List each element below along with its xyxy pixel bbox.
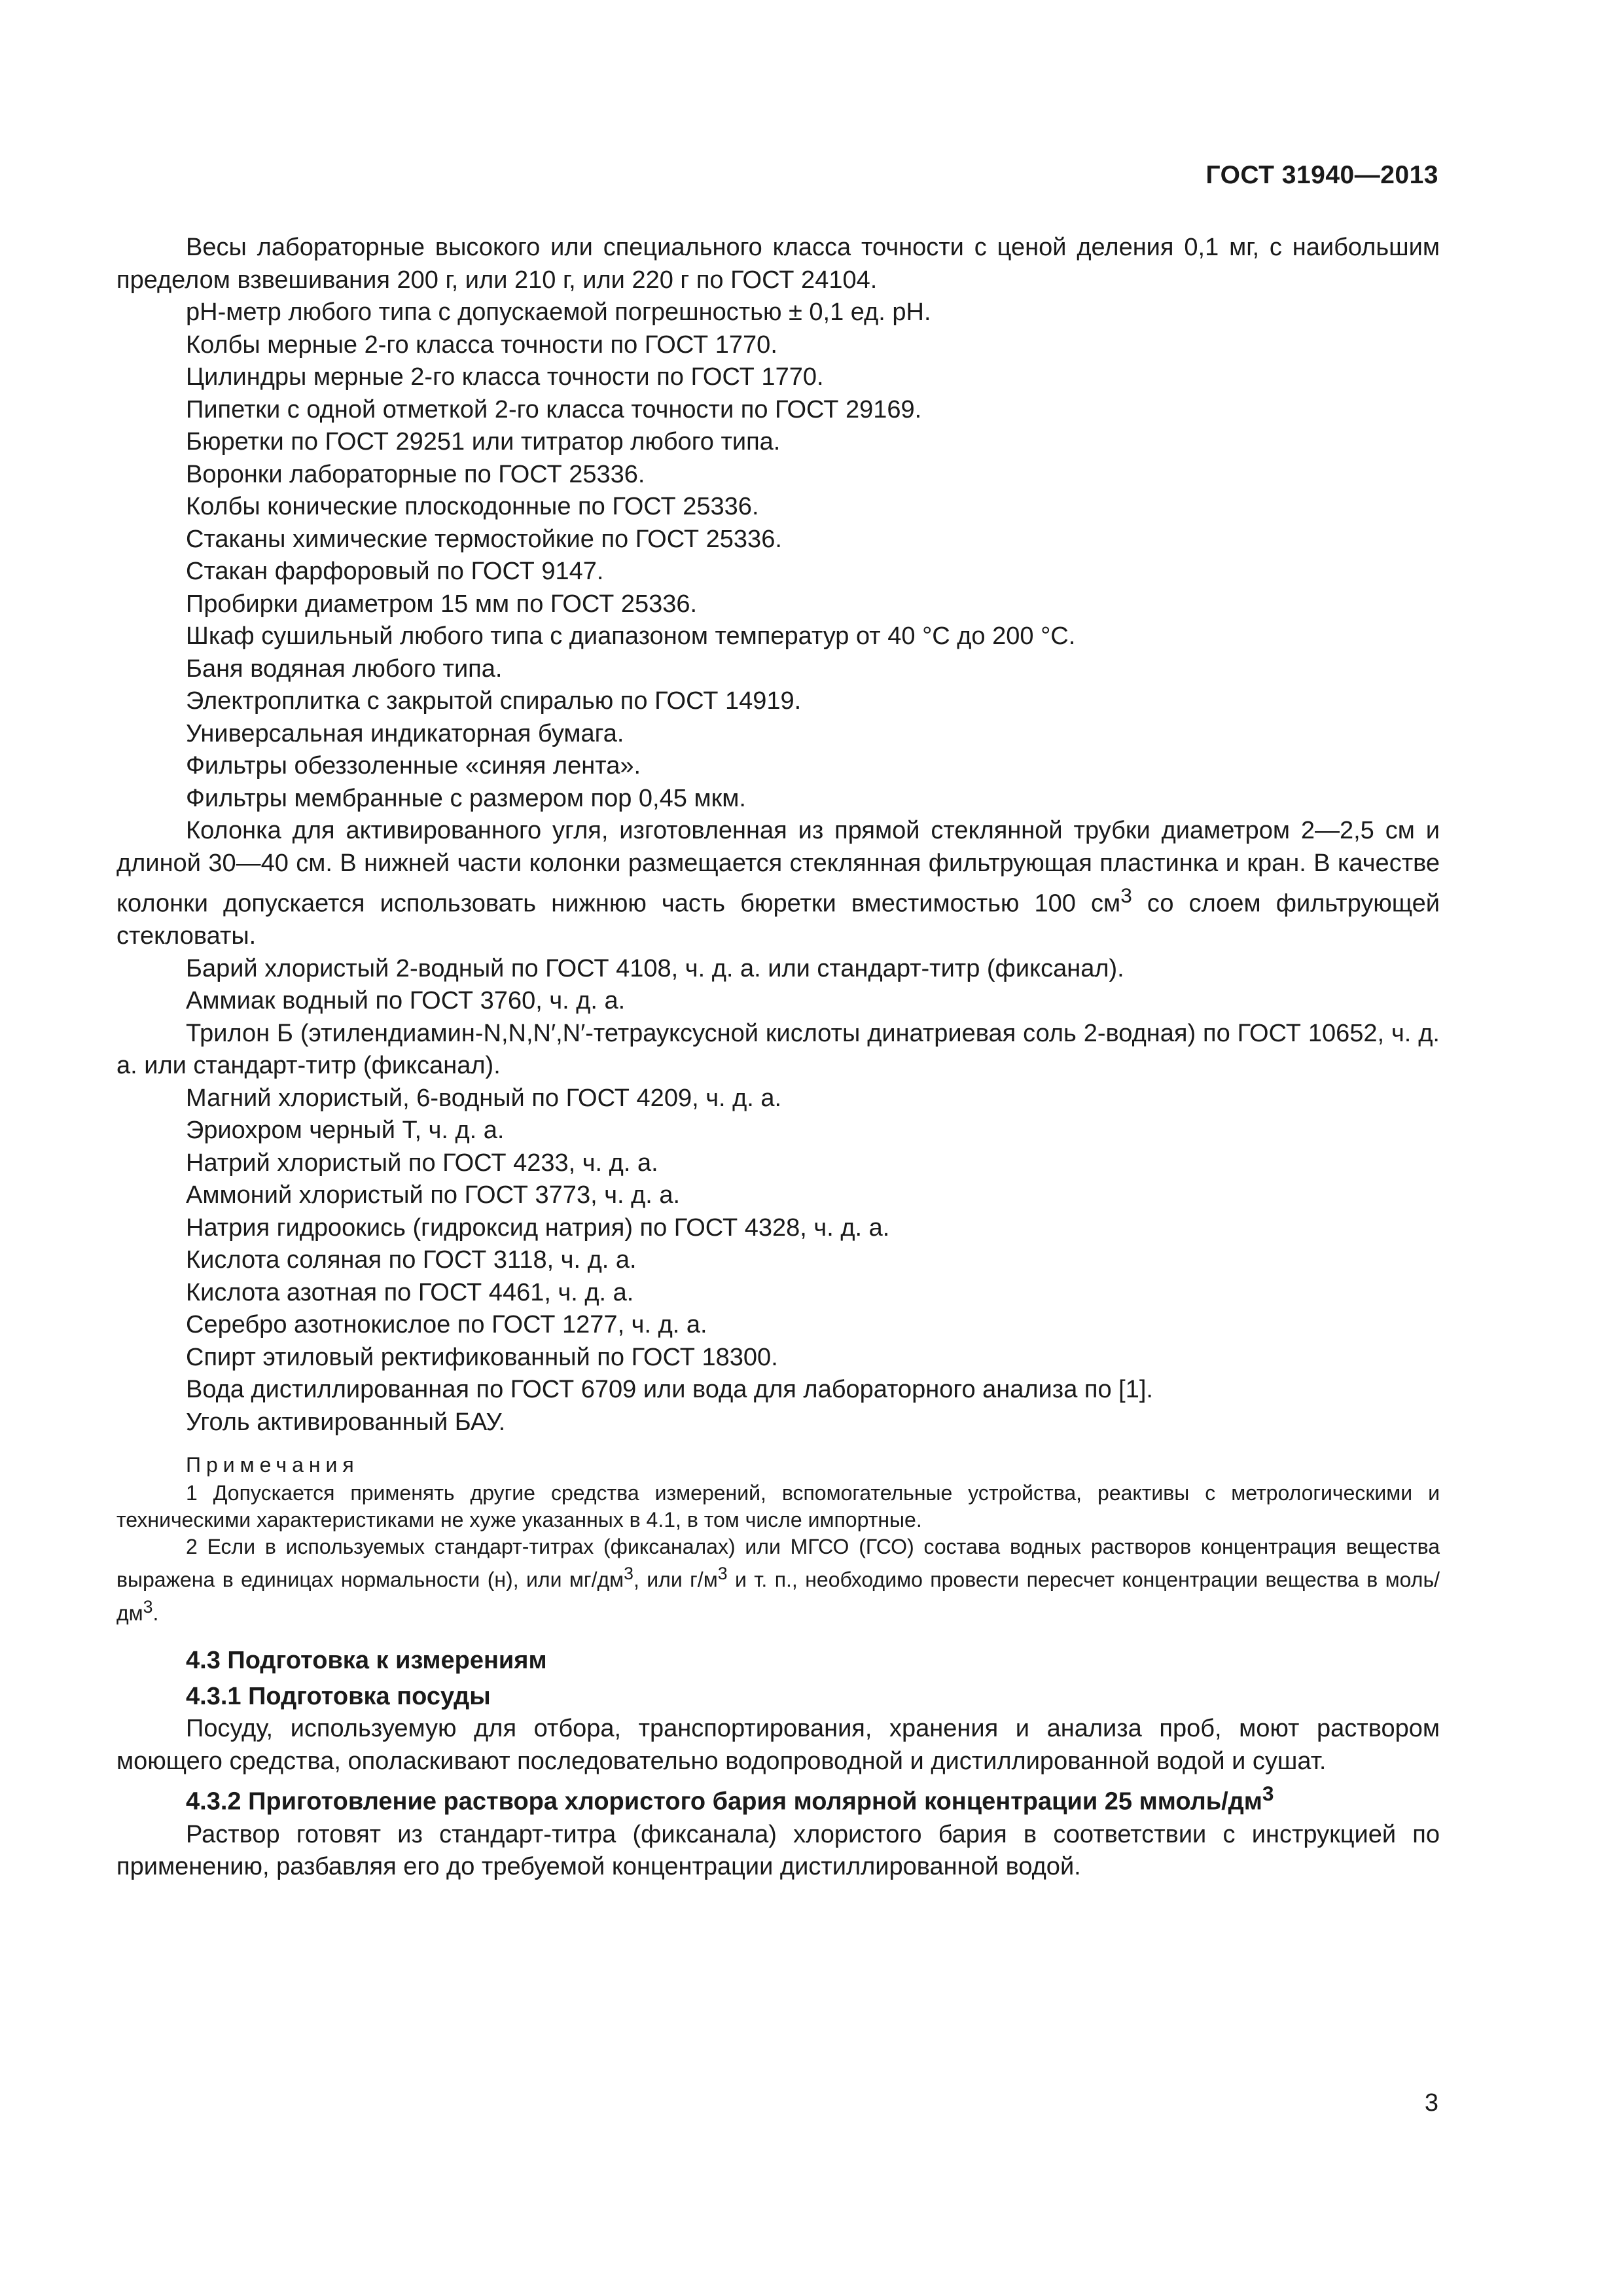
list-item: Цилиндры мерные 2-го класса точности по ГОСТ 1770. [186,363,824,391]
reagents-list-a [116,953,1440,1018]
superscript: 3 [717,1564,728,1584]
list-item: Эриохром черный Т, ч. д. а. [186,1117,505,1145]
list-item: Натрий хлористый по ГОСТ 4233, ч. д. а. [186,1149,658,1177]
page-number: 3 [1424,2089,1438,2117]
list-item: Фильтры обеззоленные «синяя лента». [186,752,641,780]
section-4-3-heading: 4.3 Подготовка к измерениям [186,1647,547,1675]
equipment-intro-paragraph: Весы лабораторные высокого или специального класса точности с ценой деления 0,1 мг, с наибольшим пределом взвешивания 200 г, или 210 г, или 220 г по ГОСТ 24104. [116,234,1440,294]
list-item: Вода дистиллированная по ГОСТ 6709 или вода для лабораторного анализа по [1]. [186,1376,1153,1404]
list-item: Кислота соляная по ГОСТ 3118, ч. д. а. [186,1246,637,1274]
document-code: ГОСТ 31940—2013 [1205,161,1438,189]
note-2-text-a: 2 Если в используемых стандарт-титрах (фиксаналах) или МГСО (ГСО) состава водных растворов концентрация вещества выражена в единицах нормальности (н), или мг/дм [116,1535,1440,1592]
notes-title: Примечания [186,1453,359,1477]
equipment-list [116,296,1440,815]
list-item: Серебро азотнокислое по ГОСТ 1277, ч. д. а. [186,1311,707,1339]
list-item: Магний хлористый, 6-водный по ГОСТ 4209, ч. д. а. [186,1084,782,1112]
column-text-b: со слоем фильтрующей стекловаты. [116,889,1440,950]
note-2-text-d: . [152,1601,159,1625]
list-item: Спирт этиловый ректификованный по ГОСТ 18300. [186,1343,778,1371]
superscript: 3 [143,1596,153,1617]
list-item: Пробирки диаметром 15 мм по ГОСТ 25336. [186,590,698,618]
list-item: Аммоний хлористый по ГОСТ 3773, ч. д. а. [186,1181,681,1210]
superscript: 3 [1262,1782,1274,1806]
note-1: 1 Допускается применять другие средства измерений, вспомогательные устройства, реактивы с метрологическими и техническими характеристиками не хуже указанных в 4.1, в том числе импортные. [116,1481,1440,1532]
section-4-3-2-text: Раствор готовят из стандарт-титра (фиксанала) хлористого бария в соответствии с инструкцией по применению, разбавляя его до требуемой концентрации дистиллированной водой. [116,1820,1440,1881]
list-item: Стаканы химические термостойкие по ГОСТ 25336. [186,525,782,553]
main-content [116,232,1440,1884]
section-4-3-2-heading [116,1778,1440,1818]
section-4-3-1-heading: 4.3.1 Подготовка посуды [186,1682,491,1710]
list-item: Шкаф сушильный любого типа с диапазоном температур от 40 °С до 200 °С. [186,622,1076,650]
column-paragraph [116,815,1440,953]
note-2-text-b: , или г/м [633,1568,718,1592]
list-item: рН-метр любого типа с допускаемой погрешностью ± 0,1 ед. рН. [186,298,931,326]
reagents-list-b [116,1083,1440,1439]
section-4-3-2-heading-text: 4.3.2 Приготовление раствора хлористого бария молярной концентрации 25 ммоль/дм [186,1788,1262,1816]
list-item: Колбы мерные 2-го класса точности по ГОСТ 1770. [186,331,777,359]
column-text-a: Колонка для активированного угля, изготовленная из прямой стеклянной трубки диаметром 2—2,5 см и длиной 30—40 см. В нижней части колонки размещается стеклянная фильтрующая пластинка и кран. В качестве колонки допускается использовать нижнюю часть бюретки вместимостью 100 см [116,817,1440,918]
list-item: Натрия гидроокись (гидроксид натрия) по ГОСТ 4328, ч. д. а. [186,1213,890,1242]
list-item: Бюретки по ГОСТ 29251 или титратор любого типа. [186,428,781,456]
list-item: Фильтры мембранные с размером пор 0,45 мкм. [186,784,746,812]
note-2-text-c: и т. п., необходимо провести пересчет концентрации вещества в моль/дм [116,1568,1440,1625]
list-item: Стакан фарфоровый по ГОСТ 9147. [186,558,604,585]
list-item: Аммиак водный по ГОСТ 3760, ч. д. а. [186,987,626,1015]
list-item: Баня водяная любого типа. [186,655,503,683]
list-item: Уголь активированный БАУ. [186,1408,506,1436]
list-item: Электроплитка с закрытой спиралью по ГОСТ 14919. [186,687,802,715]
list-item: Кислота азотная по ГОСТ 4461, ч. д. а. [186,1278,634,1306]
list-item: Барий хлористый 2-водный по ГОСТ 4108, ч. д. а. или стандарт-титр (фиксанал). [186,954,1124,982]
notes-block [116,1452,1440,1626]
list-item: Воронки лабораторные по ГОСТ 25336. [186,460,645,488]
list-item: Универсальная индикаторная бумага. [186,719,624,747]
superscript: 3 [1120,884,1132,907]
superscript: 3 [624,1564,633,1584]
section-4-3-1-text: Посуду, используемую для отбора, транспортирования, хранения и анализа проб, моют раствором моющего средства, ополаскивают последовательно водопроводной и дистиллированной водой и сушат. [116,1715,1440,1775]
list-item: Пипетки с одной отметкой 2-го класса точности по ГОСТ 29169. [186,395,922,423]
note-2 [116,1534,1440,1626]
list-item: Колбы конические плоскодонные по ГОСТ 25336. [186,493,759,520]
trilon-paragraph: Трилон Б (этилендиамин-N,N,N′,N′-тетрауксусной кислоты динатриевая соль 2-водная) по ГОСТ 10652, ч. д. а. или стандарт-титр (фиксанал). [116,1019,1440,1080]
